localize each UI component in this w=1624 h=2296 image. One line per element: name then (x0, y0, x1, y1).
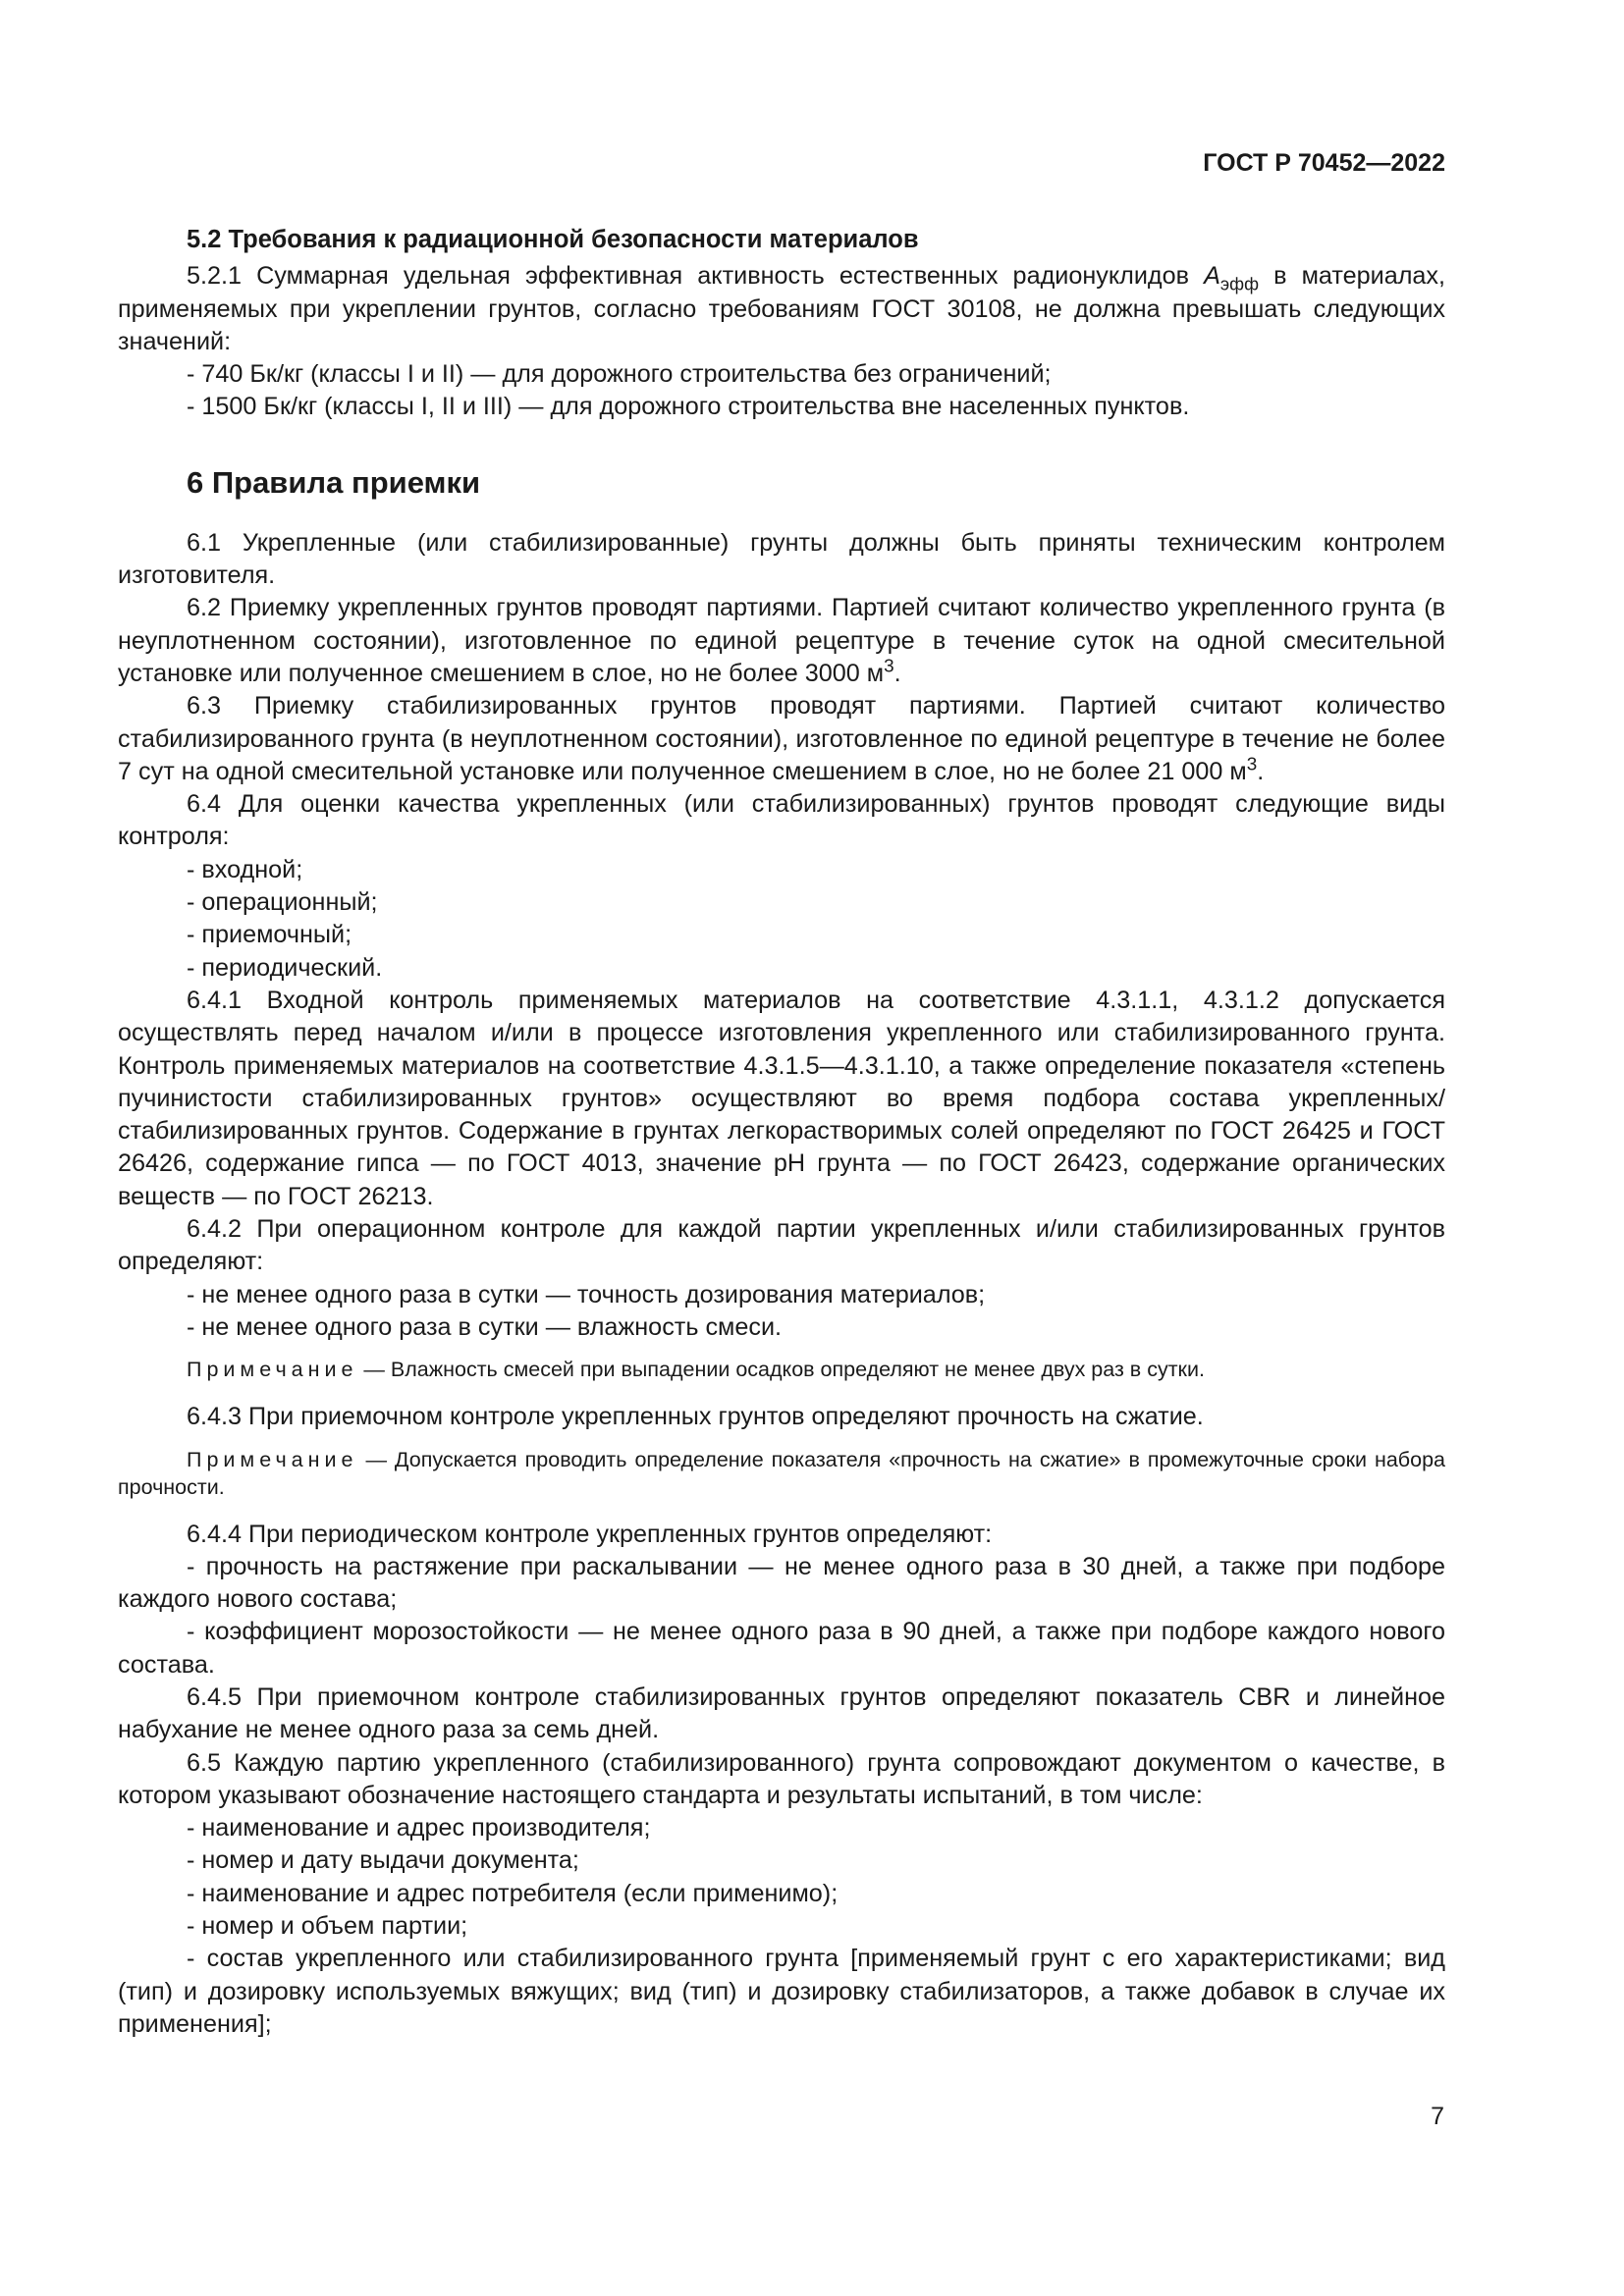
paragraph-6-3: 6.3 Приемку стабилизированных грунтов проводят партиями. Партией считают количество стабилизированного грунта (в неуплотненном состоянии), изготовленное по единой рецептуре в течение не более 7 сут на одной смесительной установке или полученное смешением в слое, но не более 21 000 $м^3$. (118, 692, 1445, 785)
list-item: - наименование и адрес потребителя (если применимо); (187, 1879, 839, 1907)
list-item: - прочность на растяжение при раскалывании — не менее одного раза в 30 дней, а также при подборе каждого нового состава; (118, 1552, 1445, 1614)
paragraph-6-2: 6.2 Приемку укрепленных грунтов проводят партиями. Партией считают количество укрепленного грунта (в неуплотненном состоянии), изготовленное по единой рецептуре в течение суток на одной смесительной установке или полученное смешением в слое, но не более 3000 $м^3$. (118, 594, 1445, 687)
list-item: - 1500 Бк/кг (классы I, II и III) — для дорожного строительства вне населенных пунктов. (187, 393, 1190, 421)
paragraph-5-2-1: 5.2.1 Суммарная удельная эффективная активность естественных радионуклидов $А_{эфф}$ в материалах, применяемых при укреплении грунтов, согласно требованиям ГОСТ 30108, не должна превышать следующих значений: (118, 262, 1445, 355)
paragraph-6-4-4: 6.4.4 При периодическом контроле укрепленных грунтов определяют: (187, 1520, 993, 1548)
document-code: ГОСТ Р 70452—2022 (1203, 149, 1445, 177)
list-item: - наименование и адрес производителя; (187, 1814, 651, 1842)
section-5-2-heading: 5.2 Требования к радиационной безопасности материалов (187, 226, 919, 253)
list-item: - состав укрепленного или стабилизированного грунта [применяемый грунт с его характеристиками; вид (тип) и дозировку используемых вяжущих; вид (тип) и дозировку стабилизаторов, а также добавок в случае их применения]; (118, 1945, 1445, 2038)
paragraph-6-4-1: 6.4.1 Входной контроль применяемых материалов на соответствие 4.3.1.1, 4.3.1.2 допускается осуществлять перед началом и/или в процессе изготовления укрепленного или стабилизированного грунта. Контроль применяемых материалов на соответствие 4.3.1.5—4.3.1.10, а также определение показателя «степень пучинистости стабилизированных грунтов» осуществляют во время подбора состава укрепленных/стабилизированных грунтов. Содержание в грунтах легкорастворимых солей определяют по ГОСТ 26425 и ГОСТ 26426, содержание гипса — по ГОСТ 4013, значение pH грунта — по ГОСТ 26423, содержание органических веществ — по ГОСТ 26213. (118, 986, 1445, 1210)
paragraph-6-4-5: 6.4.5 При приемочном контроле стабилизированных грунтов определяют показатель CBR и линейное набухание не менее одного раза за семь дней. (118, 1682, 1445, 1744)
list-item: - коэффициент морозостойкости — не менее одного раза в 90 дней, а также при подборе каждого нового состава. (118, 1618, 1445, 1679)
list-item: - операционный; (187, 888, 378, 917)
note-label: Примечание (187, 1447, 358, 1471)
list-item: - не менее одного раза в сутки — влажность смеси. (187, 1312, 783, 1341)
list-item: - номер и дату выдачи документа; (187, 1846, 579, 1875)
paragraph-6-5: 6.5 Каждую партию укрепленного (стабилизированного) грунта сопровождают документом о качестве, в котором указывают обозначение настоящего стандарта и результаты испытаний, в том числе: (118, 1748, 1445, 1809)
list-item: - входной; (187, 855, 303, 883)
paragraph-6-4: 6.4 Для оценки качества укрепленных (или стабилизированных) грунтов проводят следующие виды контроля: (118, 790, 1445, 851)
paragraph-6-1: 6.1 Укрепленные (или стабилизированные) грунты должны быть приняты техническим контролем изготовителя. (118, 528, 1445, 590)
section-6-heading: 6 Правила приемки (187, 464, 481, 500)
list-item: - приемочный; (187, 921, 352, 949)
note-label: Примечание (187, 1358, 358, 1382)
note-1: Примечание — Влажность смесей при выпадении осадков определяют не менее двух раз в сутки. (187, 1358, 1205, 1382)
page-number: 7 (1431, 2103, 1444, 2130)
paragraph-6-4-3: 6.4.3 При приемочном контроле укрепленных грунтов определяют прочность на сжатие. (187, 1403, 1204, 1431)
symbol-a-eff: А (1204, 262, 1220, 291)
paragraph-6-4-2: 6.4.2 При операционном контроле для каждой партии укрепленных и/или стабилизированных грунтов определяют: (118, 1215, 1445, 1276)
note-2: Примечание — Допускается проводить определение показателя «прочность на сжатие» в промежуточные сроки набора прочности. (118, 1447, 1445, 1499)
list-item: - 740 Бк/кг (классы I и II) — для дорожного строительства без ограничений; (187, 360, 1052, 389)
list-item: - не менее одного раза в сутки — точность дозирования материалов; (187, 1280, 986, 1308)
page-body (118, 224, 1445, 2041)
list-item: - периодический. (187, 953, 383, 982)
list-item: - номер и объем партии; (187, 1912, 468, 1941)
